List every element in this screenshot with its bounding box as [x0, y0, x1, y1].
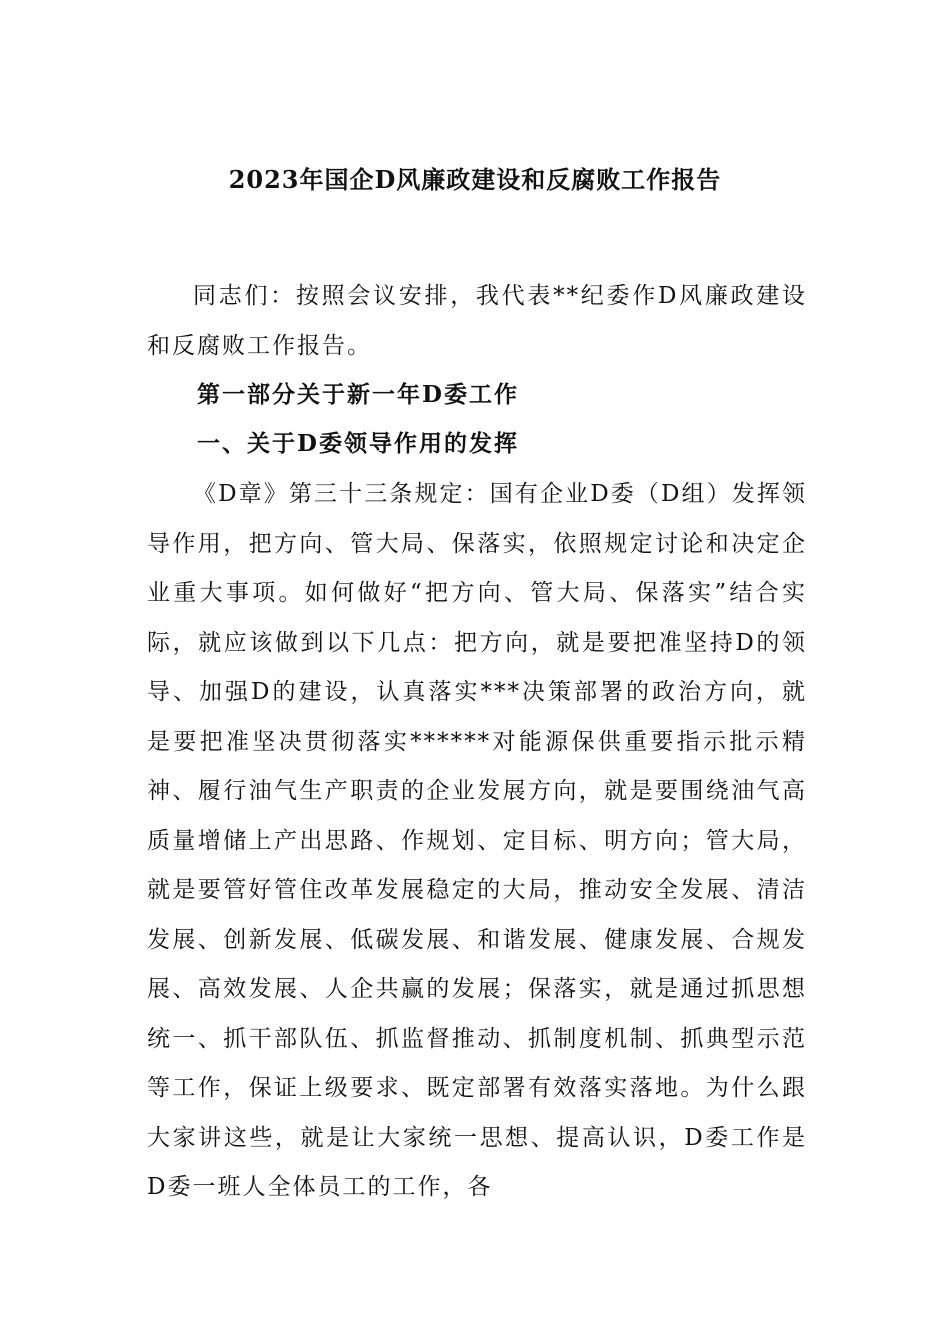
section-heading: 一、关于D委领导作用的发挥	[197, 430, 519, 457]
body-paragraph-text: 《D章》第三十三条规定：国有企业D委（D组）发挥领导作用，把方向、管大局、保落实，依照规定讨论和决定企业重大事项。如何做好“把方向、管大局、保落实”结合实际，就应该做到以下几点：把方向，就是要把准坚持D的领导、加强D的建设，认真落实***决策部署的政治方向，就是要把准坚决贯彻落实******对能源保供重要指示批示精神、履行油气生产职责的企业发展方向，就是要围绕油气高质量增储上产出思路、作规划、定目标、明方向；管大局，就是要管好管住改革发展稳定的大局，推动安全发展、清洁发展、创新发展、低碳发展、和谐发展、健康发展、合规发展、高效发展、人企共赢的发展；保落实，就是通过抓思想统一、抓干部队伍、抓监督推动、抓制度机制、抓典型示范等工作，保证上级要求、既定部署有效落实落地。为什么跟大家讲这些，就是让大家统一思想、提高认识，D委工作是D委一班人全体员工的工作，各	[147, 481, 807, 1200]
part-heading: 第一部分关于新一年D委工作	[197, 381, 519, 408]
intro-paragraph	[147, 272, 807, 371]
document-title: 2023年国企D风廉政建设和反腐败工作报告	[228, 165, 722, 194]
body-paragraph	[147, 470, 807, 1213]
intro-text: 同志们：按照会议安排，我代表**纪委作D风廉政建设和反腐败工作报告。	[147, 283, 807, 359]
